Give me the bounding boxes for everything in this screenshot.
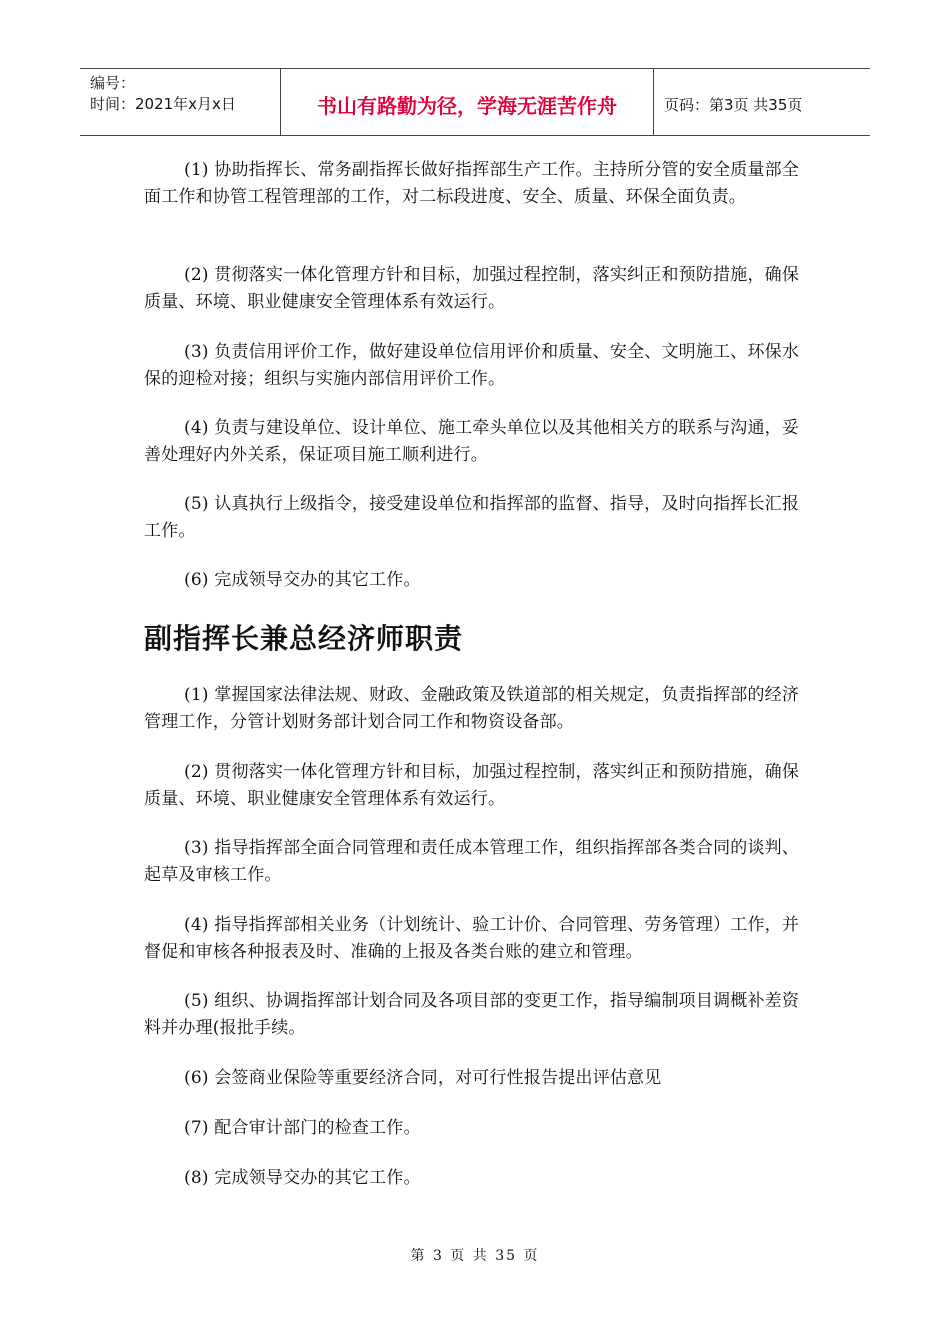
paragraph: (6) 完成领导交办的其它工作。 [184, 570, 421, 590]
paragraph: (6) 会签商业保险等重要经济合同，对可行性报告提出评估意见 [184, 1068, 662, 1088]
paragraph: (5) 认真执行上级指令，接受建设单位和指挥部的监督、指导，及时向指挥长汇报工作。 [144, 494, 800, 541]
document-number-label: 编号： [90, 74, 136, 92]
section-heading: 副指挥长兼总经济师职责 [144, 622, 464, 655]
paragraph: (2) 贯彻落实一体化管理方针和目标，加强过程控制，落实纠正和预防措施，确保质量、环境、职业健康安全管理体系有效运行。 [144, 762, 800, 809]
document-time-label: 时间：2021年x月x日 [90, 95, 236, 113]
header-motto: 书山有路勤为径，学海无涯苦作舟 [281, 69, 654, 135]
paragraph: (1) 协助指挥长、常务副指挥长做好指挥部生产工作。主持所分管的安全质量部全面工作和协管工程管理部的工作，对二标段进度、安全、质量、环保全面负责。 [144, 160, 800, 207]
paragraph: (5) 组织、协调指挥部计划合同及各项目部的变更工作，指导编制项目调概补差资料并办理(报批手续。 [144, 991, 800, 1038]
header-page-label: 页码：第3页 共35页 [664, 95, 803, 114]
paragraph: (2) 贯彻落实一体化管理方针和目标，加强过程控制，落实纠正和预防措施，确保质量、环境、职业健康安全管理体系有效运行。 [144, 265, 800, 312]
paragraph: (4) 负责与建设单位、设计单位、施工牵头单位以及其他相关方的联系与沟通，妥善处理好内外关系，保证项目施工顺利进行。 [144, 418, 800, 465]
paragraph: (7) 配合审计部门的检查工作。 [184, 1118, 421, 1138]
paragraph: (3) 负责信用评价工作，做好建设单位信用评价和质量、安全、文明施工、环保水保的迎检对接；组织与实施内部信用评价工作。 [144, 342, 800, 389]
paragraph: (8) 完成领导交办的其它工作。 [184, 1168, 421, 1188]
page-footer: 第 3 页 共 35 页 [410, 1248, 540, 1264]
paragraph: (1) 掌握国家法律法规、财政、金融政策及铁道部的相关规定，负责指挥部的经济管理工作，分管计划财务部计划合同工作和物资设备部。 [144, 685, 800, 732]
paragraph: (3) 指导指挥部全面合同管理和责任成本管理工作，组织指挥部各类合同的谈判、起草及审核工作。 [144, 838, 800, 885]
paragraph: (4) 指导指挥部相关业务（计划统计、验工计价、合同管理、劳务管理）工作，并督促和审核各种报表及时、准确的上报及各类台账的建立和管理。 [144, 915, 800, 962]
page-header [80, 68, 870, 136]
header-meta [80, 69, 281, 135]
